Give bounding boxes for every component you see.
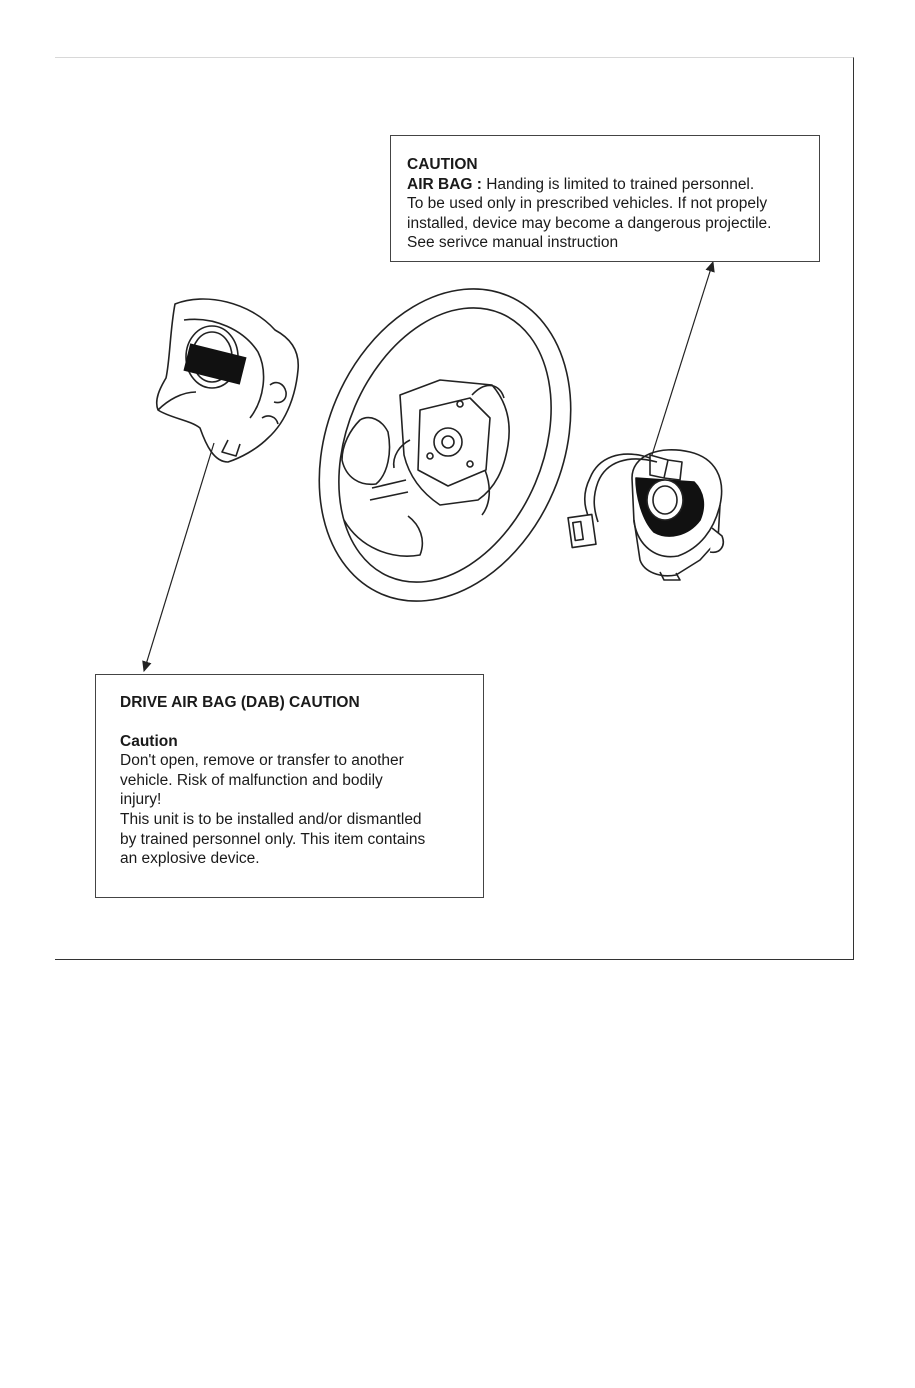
caution-first-line xyxy=(407,175,819,195)
dab-caution-line: by trained personnel only. This item contains xyxy=(120,830,426,848)
dab-caution-line: an explosive device. xyxy=(120,850,260,868)
caution-line: See serivce manual instruction xyxy=(407,234,619,252)
leader-arrow-clock-spring xyxy=(652,262,713,455)
dab-caution-heading: Caution xyxy=(120,732,178,750)
dab-caution-title: DRIVE AIR BAG (DAB) CAUTION xyxy=(120,694,360,711)
dab-caution-callout xyxy=(95,674,484,898)
dab-caution-line: Don't open, remove or transfer to another xyxy=(120,752,404,770)
leader-arrow-airbag xyxy=(144,443,214,671)
spacer xyxy=(120,713,483,732)
dab-caution-line: This unit is to be installed and/or dismantled xyxy=(120,810,422,828)
dab-caution-line: injury! xyxy=(120,791,162,809)
airbag-label: AIR BAG : xyxy=(407,175,482,193)
dab-caution-line: vehicle. Risk of malfunction and bodily xyxy=(120,771,383,789)
steering-wheel xyxy=(273,250,617,640)
caution-line: installed, device may become a dangerous projectile. xyxy=(407,214,772,232)
airbag-caution-label-callout xyxy=(390,135,820,262)
airbag-module xyxy=(157,299,299,462)
caution-line: To be used only in prescribed vehicles. If not propely xyxy=(407,195,768,213)
caution-heading: CAUTION xyxy=(407,156,478,173)
clock-spring xyxy=(568,450,723,580)
first-line-text: Handing is limited to trained personnel. xyxy=(481,175,755,193)
